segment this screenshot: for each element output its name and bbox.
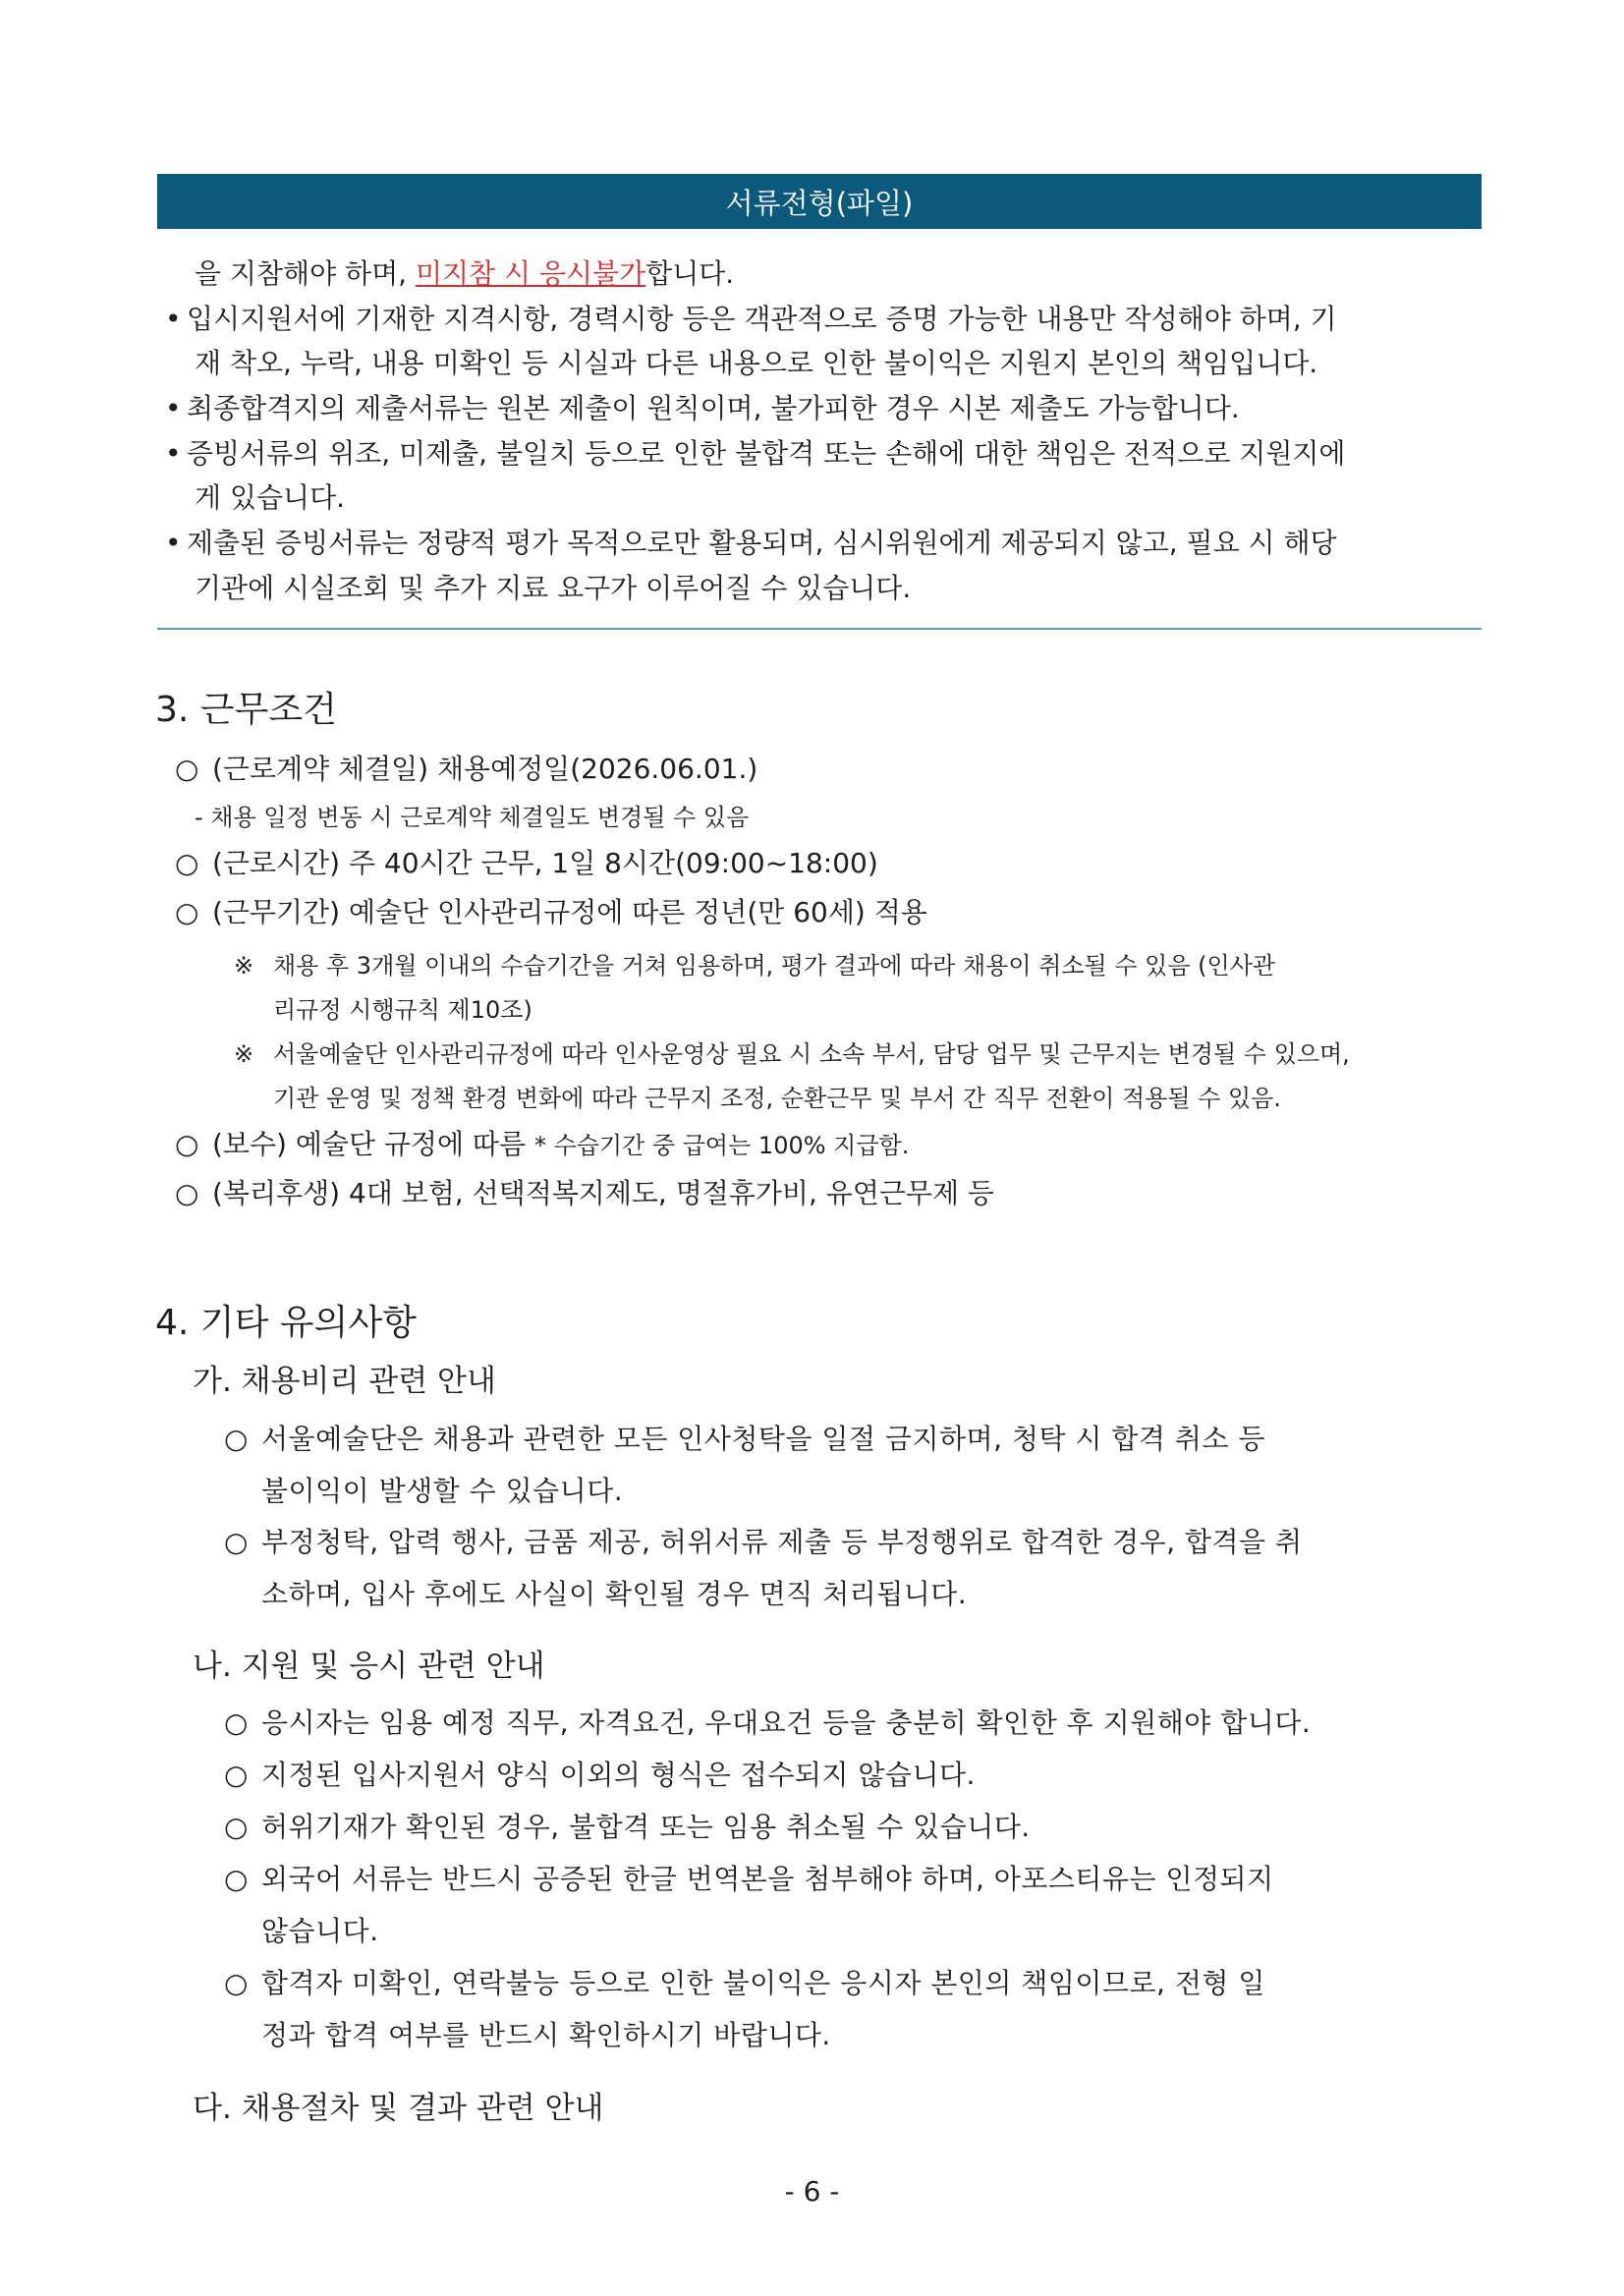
condition-item (175, 1123, 909, 1162)
bullet-item (165, 387, 1240, 426)
reference-mark-icon: ※ (234, 952, 254, 980)
circle-bullet-icon: ○ (175, 1128, 199, 1160)
notice-item (224, 1702, 1311, 1741)
bullet-icon: • (165, 437, 182, 470)
bullet-text: 제출된 증빙서류는 정량적 평가 목적으로만 활용되며, 심시위원에게 제공되지 않고, 필요 시 해당 (187, 527, 1337, 559)
note-item (234, 1035, 1350, 1069)
notice-continuation: 불이익이 발생할 수 있습니다. (261, 1475, 624, 1507)
note-item (234, 946, 1275, 980)
circle-bullet-icon: ○ (175, 896, 199, 928)
bullet-item (165, 432, 1345, 472)
condition-item (175, 748, 757, 787)
section-header-bar (157, 174, 1482, 229)
section-title: 4. 기타 유의사항 (155, 1303, 417, 1343)
continuation-line (195, 252, 734, 292)
bullet-text: 입시지원서에 기재한 지격시항, 경력시항 등은 객관적으로 증명 가능한 내용만 작성해야 하며, 기 (187, 303, 1337, 335)
notice-text: 지정된 입사지원서 양식 이외의 형식은 접수되지 않습니다. (261, 1759, 976, 1791)
notice-text: 응시자는 임용 예정 직무, 자격요건, 우대요건 등을 충분히 확인한 후 지원해야 합니다. (261, 1707, 1312, 1739)
warning-text: 미지참 시 응시불가 (415, 257, 646, 290)
bullet-icon: • (165, 392, 182, 424)
subsection-title: 다. 채용절차 및 결과 관련 안내 (193, 2091, 604, 2126)
notice-text: 부정청탁, 압력 행사, 금품 제공, 허위서류 제출 등 부정행위로 합격한 경우, 합격을 취 (261, 1526, 1303, 1558)
section-title: 3. 근무조건 (155, 690, 337, 730)
bullet-item (165, 522, 1337, 561)
condition-footnote: * 수습기간 중 급여는 100% 지급함. (533, 1132, 910, 1159)
notice-item (224, 1754, 976, 1793)
continuation-text: 을 지참해야 하며, (195, 257, 416, 290)
section-divider (157, 628, 1482, 630)
notice-continuation: 않습니다. (261, 1915, 379, 1947)
page-number: - 6 - (784, 2175, 840, 2208)
notice-text: 합격자 미확인, 연락불능 등으로 인한 불이익은 응시자 본인의 책임이므로, 전형 일 (261, 1967, 1265, 1999)
section-header-title: 서류전형(파일) (725, 186, 914, 220)
circle-bullet-icon: ○ (224, 1423, 249, 1455)
bullet-text: 최종합격지의 제출서류는 원본 제출이 원칙이며, 불가피한 경우 시본 제출도 가능합니다. (187, 392, 1240, 424)
bullet-continuation: 기관에 시실조회 및 추가 지료 요구가 이루어질 수 있습니다. (195, 572, 912, 604)
notice-item (224, 1806, 1031, 1845)
notice-continuation: 정과 합격 여부를 반드시 확인하시기 바랍니다. (261, 2019, 831, 2051)
condition-subnote: - 채용 일정 변동 시 근로계약 체결일도 변경될 수 있음 (195, 804, 750, 831)
bullet-icon: • (165, 303, 182, 335)
circle-bullet-icon: ○ (224, 1759, 249, 1791)
circle-bullet-icon: ○ (224, 1526, 249, 1558)
notice-item (224, 1521, 1303, 1560)
reference-mark-icon: ※ (234, 1040, 254, 1068)
notice-text: 외국어 서류는 반드시 공증된 한글 번역본을 첨부해야 하며, 아포스티유는 인정되지 (261, 1863, 1274, 1895)
circle-bullet-icon: ○ (175, 1177, 199, 1209)
circle-bullet-icon: ○ (224, 1863, 249, 1895)
condition-item (175, 842, 878, 881)
circle-bullet-icon: ○ (224, 1707, 249, 1739)
bullet-continuation: 재 착오, 누락, 내용 미확인 등 시실과 다른 내용으로 인한 불이익은 지원지 본인의 책임입니다. (195, 347, 1318, 379)
note-text: 서울예술단 인사관리규정에 따라 인사운영상 필요 시 소속 부서, 담당 업무 및 근무지는 변경될 수 있으며, (273, 1040, 1350, 1068)
notice-item (224, 1858, 1274, 1897)
note-continuation: 기관 운영 및 정책 환경 변화에 따라 근무지 조정, 순환근무 및 부서 간 직무 전환이 적용될 수 있음. (273, 1085, 1281, 1112)
bullet-continuation: 게 있습니다. (195, 481, 346, 514)
notice-text: 서울예술단은 채용과 관련한 모든 인사청탁을 일절 금지하며, 청탁 시 합격 취소 등 (261, 1423, 1265, 1455)
note-continuation: 리규정 시행규칙 제10조) (273, 996, 532, 1024)
notice-text: 허위기재가 확인된 경우, 불합격 또는 임용 취소될 수 있습니다. (261, 1811, 1031, 1843)
notice-item (224, 1418, 1265, 1457)
condition-text: (근로시간) 주 40시간 근무, 1일 8시간(09:00~18:00) (212, 847, 878, 879)
condition-item (175, 1172, 994, 1211)
notice-item (224, 1962, 1265, 2001)
condition-text: (보수) 예술단 규정에 따름 (212, 1128, 527, 1160)
bullet-icon: • (165, 527, 182, 559)
subsection-title: 가. 채용비리 관련 안내 (193, 1364, 496, 1399)
bullet-item (165, 298, 1337, 337)
condition-text: (근무기간) 예술단 인사관리규정에 따른 정년(만 60세) 적용 (212, 896, 927, 928)
notice-continuation: 소하며, 입사 후에도 사실이 확인될 경우 면직 처리됩니다. (261, 1578, 968, 1610)
condition-item (175, 891, 927, 930)
note-text: 채용 후 3개월 이내의 수습기간을 거쳐 임용하며, 평가 결과에 따라 채용이 취소될 수 있음 (인사관 (273, 952, 1276, 980)
condition-text: (복리후생) 4대 보험, 선택적복지제도, 명절휴가비, 유연근무제 등 (212, 1177, 994, 1209)
subsection-title: 나. 지원 및 응시 관련 안내 (193, 1649, 545, 1684)
circle-bullet-icon: ○ (175, 753, 199, 785)
circle-bullet-icon: ○ (224, 1811, 249, 1843)
bullet-text: 증빙서류의 위조, 미제출, 불일치 등으로 인한 불합격 또는 손해에 대한 책임은 전적으로 지원지에 (187, 437, 1346, 470)
circle-bullet-icon: ○ (175, 847, 199, 879)
continuation-end: 합니다. (645, 257, 735, 290)
circle-bullet-icon: ○ (224, 1967, 249, 1999)
condition-text: (근로계약 체결일) 채용예정일(2026.06.01.) (212, 753, 758, 785)
